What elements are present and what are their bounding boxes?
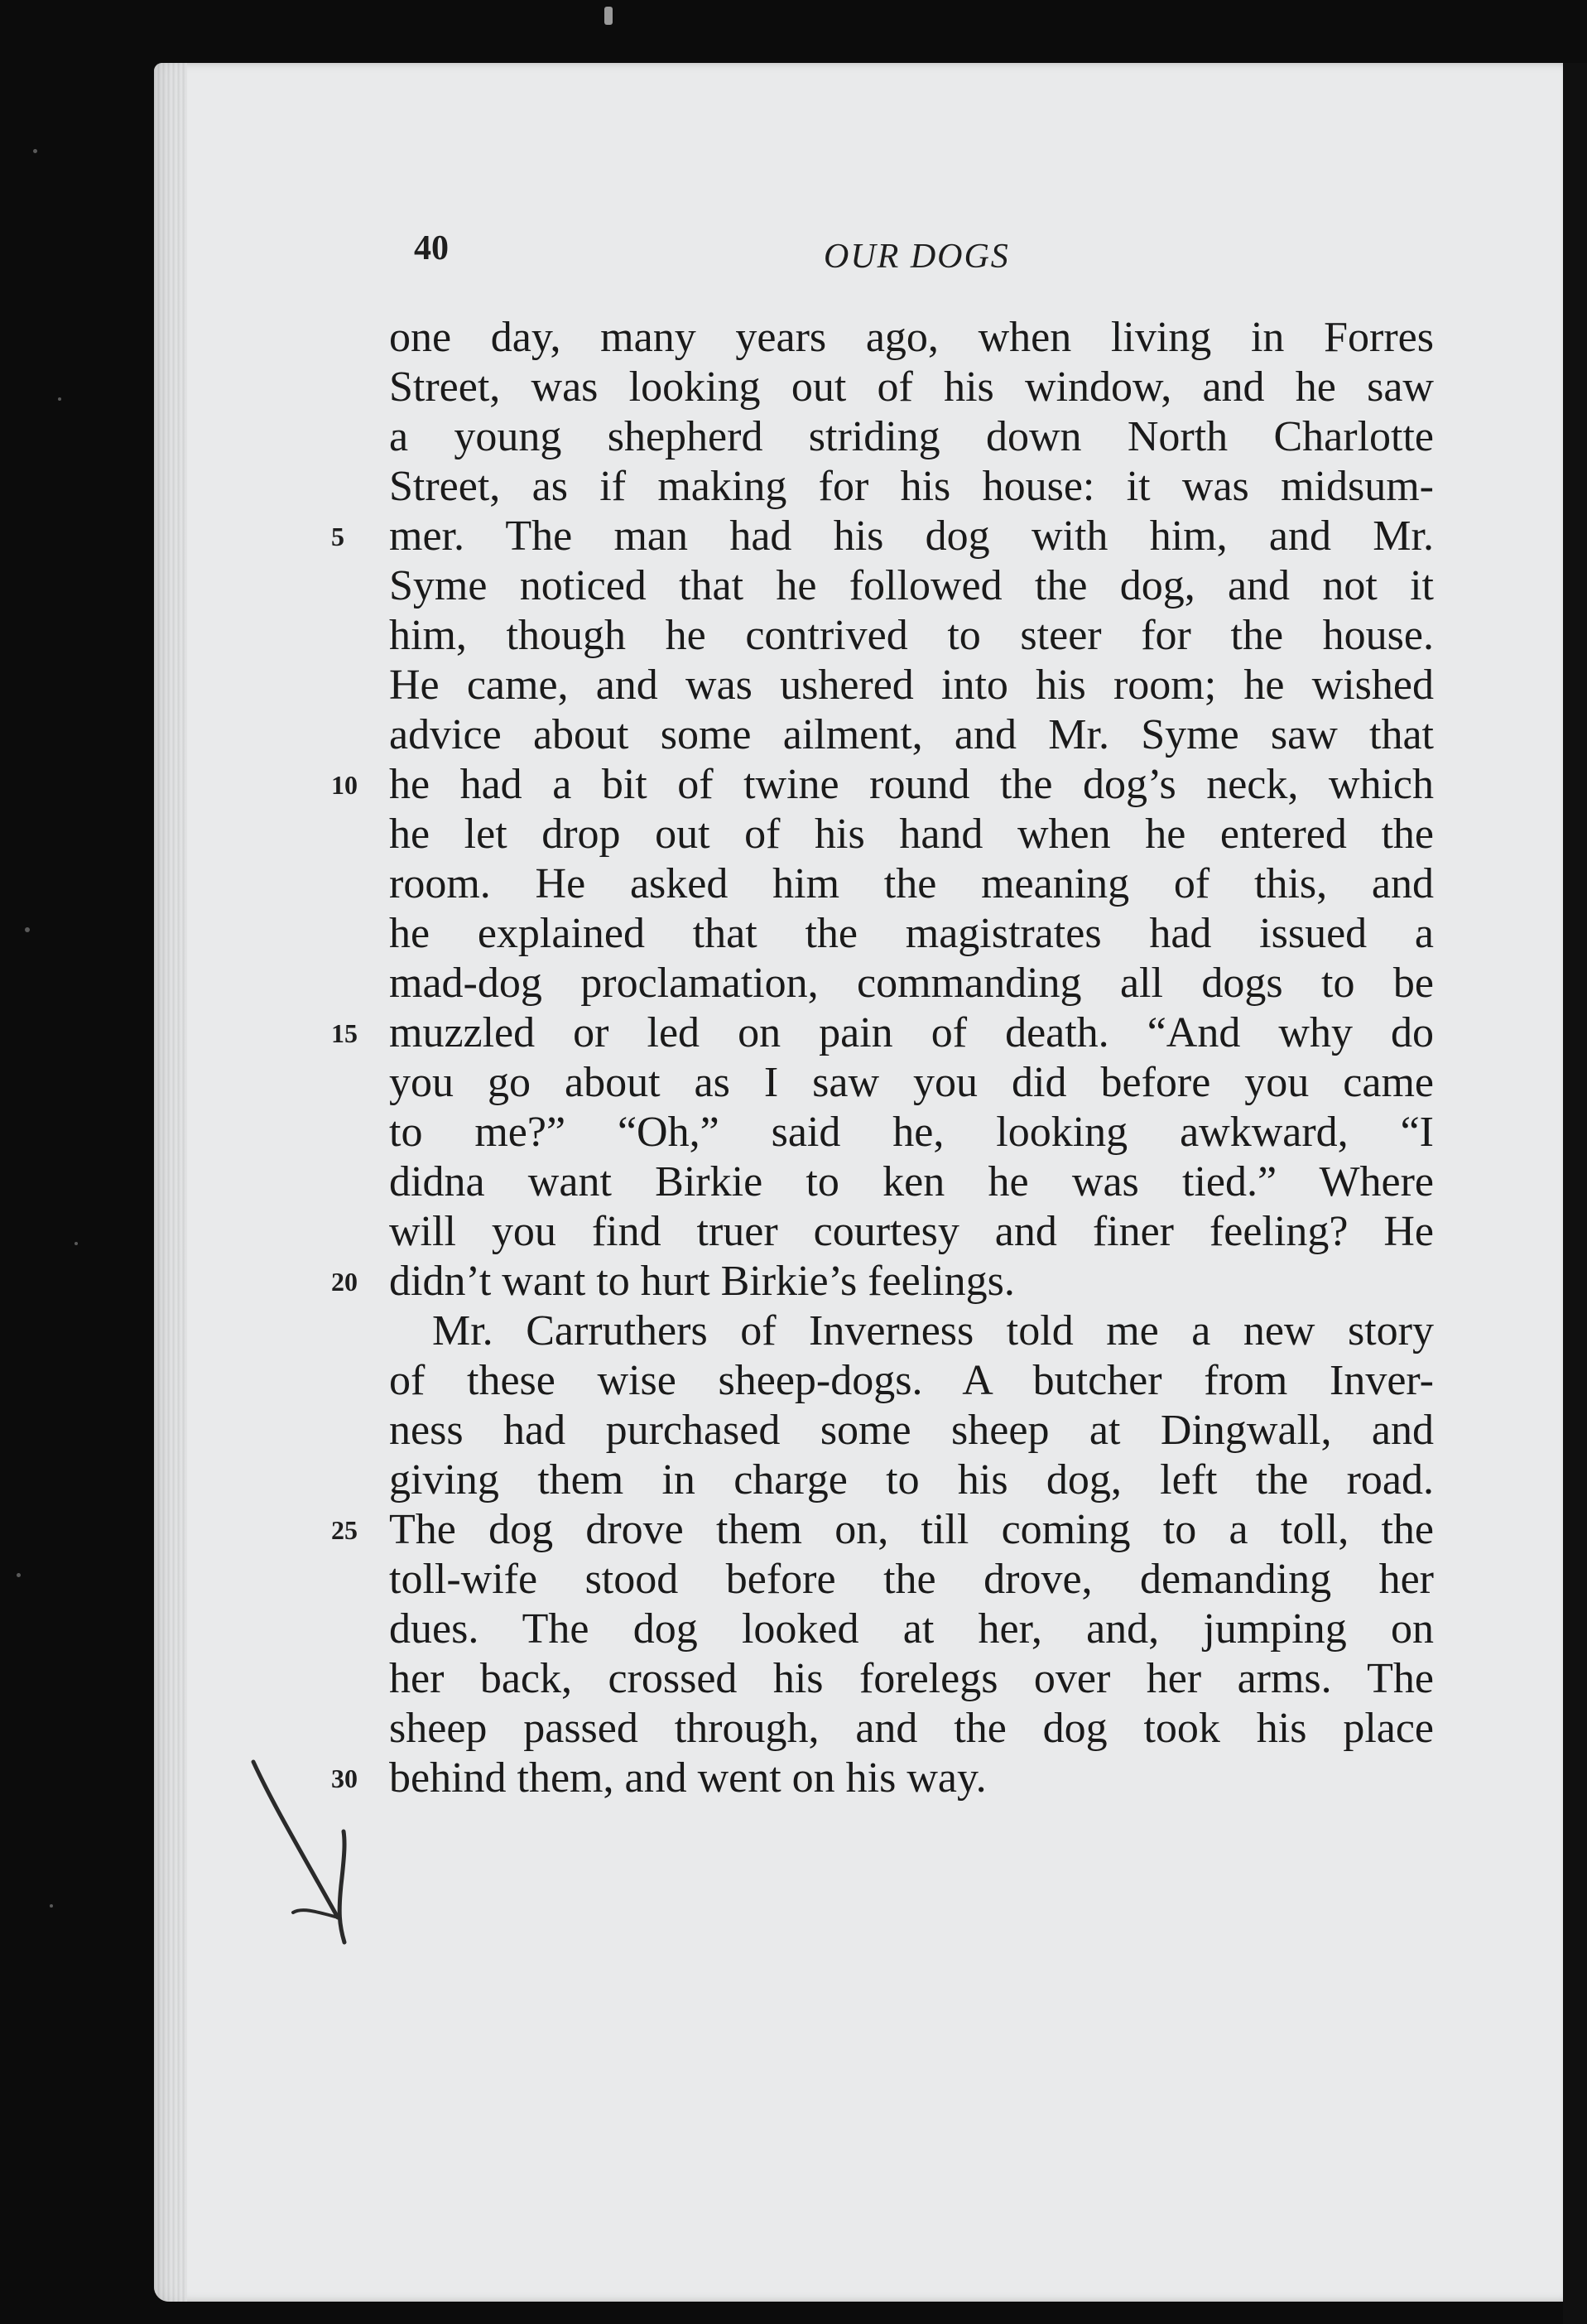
- text-line: didn’t want to hurt Birkie’s feelings.: [389, 1258, 1015, 1305]
- text-line: a young shepherd striding down North Charlotte: [389, 413, 1434, 460]
- text-line: Street, as if making for his house: it was midsum-: [389, 463, 1434, 510]
- text-line: giving them in charge to his dog, left the road.: [389, 1456, 1434, 1504]
- text-line: muzzled or led on pain of death. “And why do: [389, 1009, 1434, 1056]
- text-line: he had a bit of twine round the dog’s neck, which: [389, 761, 1434, 808]
- text-line: her back, crossed his forelegs over her arms. The: [389, 1655, 1434, 1702]
- dust-speck: [17, 1573, 21, 1577]
- line-number: 25: [331, 1515, 358, 1545]
- check-mark-icon: [248, 1755, 364, 1946]
- text-line: He came, and was ushered into his room; he wished: [389, 662, 1434, 709]
- text-line: him, though he contrived to steer for the house.: [389, 612, 1434, 659]
- text-line: room. He asked him the meaning of this, and: [389, 860, 1434, 907]
- page-binding-edge: [154, 63, 187, 2302]
- text-line: of these wise sheep-dogs. A butcher from Inver-: [389, 1357, 1434, 1404]
- line-number: 10: [331, 770, 358, 800]
- text-line: sheep passed through, and the dog took his place: [389, 1705, 1434, 1752]
- text-line: you go about as I saw you did before you came: [389, 1059, 1434, 1106]
- dust-speck: [604, 7, 613, 25]
- line-number: 5: [331, 522, 344, 551]
- dust-speck: [50, 1904, 53, 1908]
- line-number: 30: [331, 1763, 358, 1793]
- dust-speck: [75, 1242, 78, 1245]
- running-title: OUR DOGS: [824, 238, 1010, 276]
- dust-speck: [33, 149, 37, 153]
- text-line: to me?” “Oh,” said he, looking awkward, “I: [389, 1109, 1434, 1156]
- text-line: one day, many years ago, when living in Forres: [389, 314, 1434, 361]
- line-number: 20: [331, 1267, 358, 1297]
- text-line: advice about some ailment, and Mr. Syme saw that: [389, 711, 1434, 758]
- page-number: 40: [414, 229, 449, 267]
- text-line: didna want Birkie to ken he was tied.” Where: [389, 1158, 1434, 1205]
- text-line: mad-dog proclamation, commanding all dogs to be: [389, 960, 1434, 1007]
- text-line: ness had purchased some sheep at Dingwall, and: [389, 1407, 1434, 1454]
- text-line: he explained that the magistrates had issued a: [389, 910, 1434, 957]
- text-line: toll-wife stood before the drove, demanding her: [389, 1556, 1434, 1603]
- dust-speck: [58, 397, 61, 401]
- text-line: will you find truer courtesy and finer feeling? He: [389, 1208, 1434, 1255]
- text-line: behind them, and went on his way.: [389, 1754, 987, 1802]
- text-line: mer. The man had his dog with him, and Mr.: [389, 512, 1434, 560]
- text-line: Street, was looking out of his window, and he saw: [389, 363, 1434, 411]
- line-number: 15: [331, 1018, 358, 1048]
- text-line: The dog drove them on, till coming to a toll, the: [389, 1506, 1434, 1553]
- page-right-shadow: [1563, 63, 1587, 2324]
- text-line: Mr. Carruthers of Inverness told me a new story: [432, 1307, 1434, 1354]
- text-line: Syme noticed that he followed the dog, and not it: [389, 562, 1434, 609]
- text-line: dues. The dog looked at her, and, jumping on: [389, 1605, 1434, 1653]
- dust-speck: [25, 927, 30, 932]
- text-line: he let drop out of his hand when he entered the: [389, 811, 1434, 858]
